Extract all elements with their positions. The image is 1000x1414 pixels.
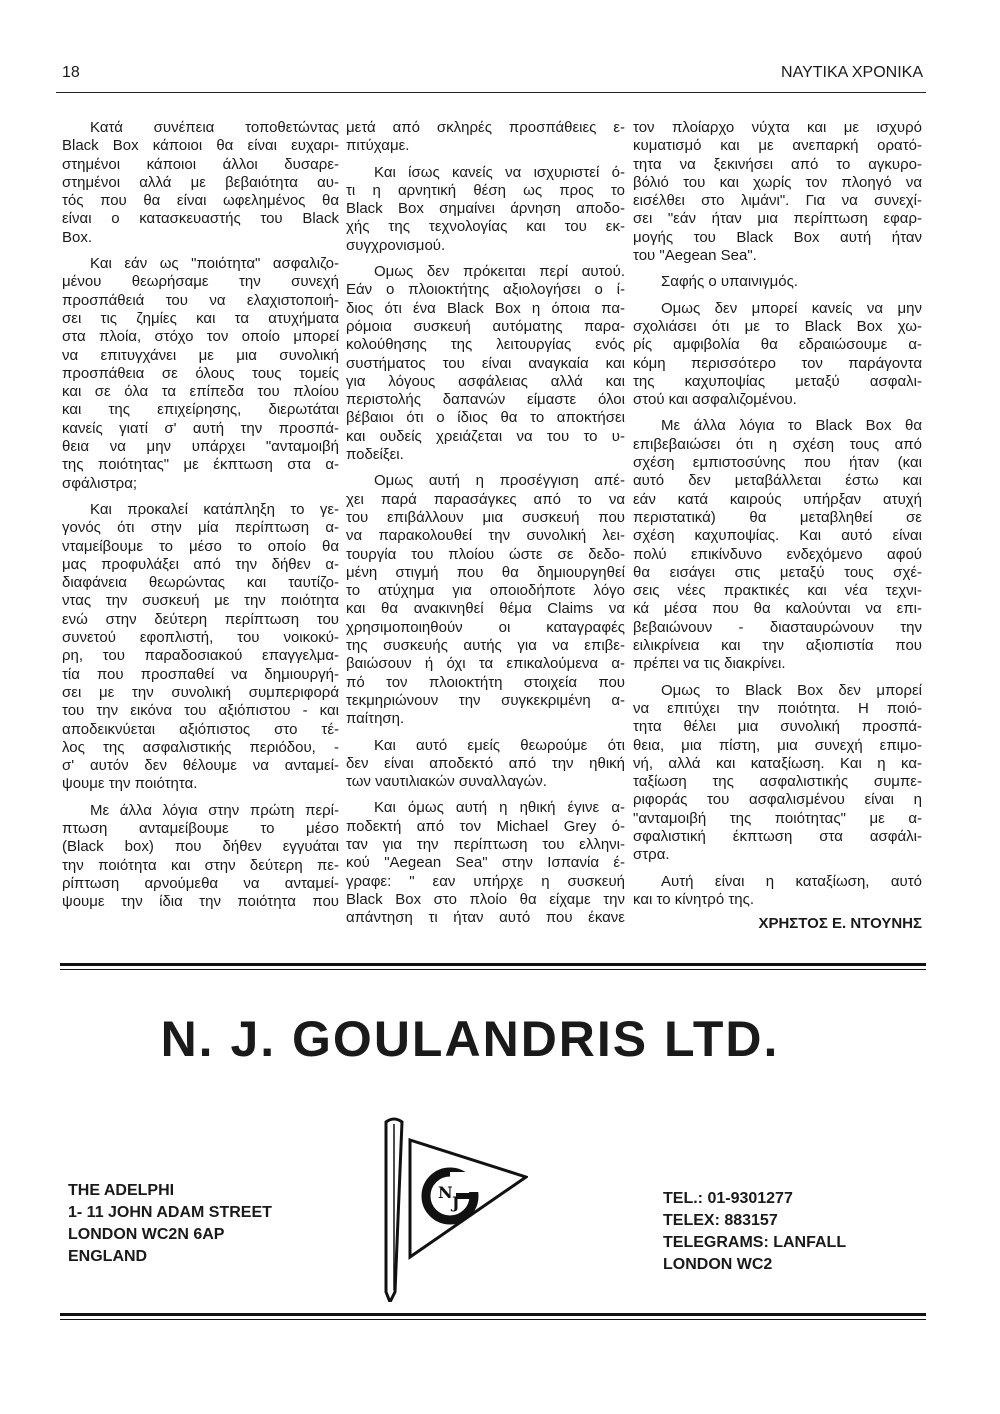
- text-line: χει παρά παρασάγκες από το να: [346, 490, 625, 508]
- paragraph: [346, 737, 625, 792]
- text-line: αυτό δεν μεταβάλλεται έστω και: [633, 472, 922, 490]
- text-line: την ποιότητα και στην δεύτερη πε-: [62, 856, 339, 874]
- paragraph: [633, 417, 922, 673]
- ad-address: [68, 1180, 272, 1268]
- text-line: σφαλιστική έκπτωση στα ασφάλι-: [633, 827, 922, 845]
- text-line: πτωση ανταμείβουμε το μέσο: [62, 819, 339, 837]
- text-line: χής της τεχνολογίας και του εκ-: [346, 218, 625, 236]
- text-line: στα πλοία, στόχο τον οποίο μπορεί: [62, 328, 339, 346]
- text-line: Ομως δεν πρόκειται περί αυτού.: [374, 263, 625, 281]
- paragraph: [346, 799, 625, 927]
- text-line: ντας την συσκευή με την ποιότητα: [62, 592, 339, 610]
- paragraph: [62, 119, 339, 247]
- svg-text:N: N: [438, 1183, 453, 1202]
- text-line: τητα θέλει μια συνολική προσπά-: [633, 718, 922, 736]
- text-line: χρησιμοποιηθούν οι καταγραφές: [346, 618, 625, 636]
- text-line: της ποιότητας" με έκπτωση στα α-: [62, 456, 339, 474]
- text-line: κολούθησης της λειτουργίας ενός: [346, 336, 625, 354]
- text-line: Σαφής ο υπαινιγμός.: [661, 273, 798, 291]
- article-column-1: [62, 119, 339, 919]
- text-line: συγχρονισμού.: [346, 236, 446, 254]
- header-rule: [56, 92, 926, 93]
- text-line: ρη, του παραδοσιακού επαγγελμα-: [62, 647, 339, 665]
- text-line: σφάλιστρα;: [62, 474, 138, 492]
- text-line: νταμείβουμε το μέσο το οποίο θα: [62, 537, 339, 555]
- svg-text:J: J: [452, 1193, 460, 1212]
- text-line: μας προφυλάξει από την δήθεν α-: [62, 555, 339, 573]
- text-line: Ομως το Black Box δεν μπορεί: [661, 681, 922, 699]
- text-line: Ομως δεν μπορεί κανείς να μην: [661, 299, 922, 317]
- text-line: αποδεικνύεται αξιόπιστος στο τέ-: [62, 720, 339, 738]
- text-line: κανείς γιατί σ' αυτή την προσπά-: [62, 419, 339, 437]
- text-line: Box.: [62, 228, 93, 246]
- text-line: εισέλθει στο λιμάνι". Για να συνεχί-: [633, 192, 922, 210]
- address-line: LONDON WC2N 6AP: [68, 1226, 225, 1243]
- article-column-2: [346, 119, 625, 935]
- text-line: προσπάθεια σε όλους τους τομείς: [62, 364, 339, 382]
- text-line: Με άλλα λόγια το Black Box θα: [661, 417, 922, 435]
- text-line: ρίπτωση αρνούμεθα να ανταμεί-: [62, 874, 339, 892]
- text-line: κόμη περισσότερο τον παράγοντα: [633, 354, 922, 372]
- text-line: ψουμε την ίδια την ποιότητα που: [62, 893, 339, 911]
- text-line: Εάν ο πλοιοκτήτης αξιολογήσει ο ί-: [346, 281, 625, 299]
- text-line: Ομως αυτή η προσέγγιση απέ-: [374, 472, 625, 490]
- text-line: σεις νέες πρακτικές και νέα τεχνι-: [633, 582, 922, 600]
- paragraph: [346, 472, 625, 728]
- text-line: στού και ασφαλιζομένου.: [633, 391, 797, 409]
- text-line: ριφοράς του ασφαλισμένου είναι η: [633, 791, 922, 809]
- text-line: Και όμως αυτή η ηθική έγινε α-: [374, 799, 625, 817]
- author-signature: ΧΡΗΣΤΟΣ Ε. ΝΤΟΥΝΗΣ: [758, 915, 922, 932]
- text-line: και θα ανακινηθεί θέμα Claims να: [346, 600, 625, 618]
- text-line: ρόμοια συσκευή αυτόματης παρα-: [346, 317, 625, 335]
- text-line: σει με την συνολική συμπεριφορά: [62, 683, 339, 701]
- contact-line: TELEX: 883157: [663, 1212, 778, 1229]
- paragraph: [62, 255, 339, 493]
- text-line: στημένοι κάποιοι άλλοι δυσαρε-: [62, 155, 339, 173]
- text-line: Με άλλα λόγια στην πρώτη περί-: [90, 801, 339, 819]
- text-line: και το κίνητρό της.: [633, 890, 755, 908]
- ad-company-name: N. J. GOULANDRIS LTD.: [160, 1011, 780, 1067]
- text-line: απάντηση τι ήταν αυτό που έκανε: [346, 909, 625, 927]
- text-line: ταν για την περίπτωση του ελληνι-: [346, 835, 625, 853]
- text-line: τία που προσπαθεί να δημιουργή-: [62, 665, 339, 683]
- text-line: σχέση εμπιστοσύνης που ήταν (και: [633, 454, 922, 472]
- text-line: ποδείξει.: [346, 446, 404, 464]
- text-line: ρίς αμφιβολία θα εδραιώσουμε α-: [633, 336, 922, 354]
- text-line: διαφάνεια θεωρώντας και ταυτίζο-: [62, 574, 339, 592]
- text-line: και της επιχείρησης, διερωτάται: [62, 401, 339, 419]
- text-line: μένη στιγμή που θα δημιουργηθεί: [346, 563, 625, 581]
- text-line: βεβαιώνουν - διασταυρώνουν την: [633, 618, 922, 636]
- contact-line: LONDON WC2: [663, 1256, 773, 1273]
- text-line: το ατύχημα για οποιοδήποτε λόγο: [346, 582, 625, 600]
- text-line: σει τις ζημίες και τα ατυχήματα: [62, 309, 339, 327]
- address-line: THE ADELPHI: [68, 1182, 175, 1199]
- ad-contact: [663, 1188, 846, 1276]
- text-line: Black Box κάποιοι θα είναι ευχαρι-: [62, 137, 339, 155]
- text-line: τουργία του πλοίου ώστε σε δεδο-: [346, 545, 625, 563]
- text-line: επιβεβαιώσει ότι η σχέση τους από: [633, 435, 922, 453]
- text-line: θα εισάγει στις μεταξύ τους σχέ-: [633, 563, 922, 581]
- ad-top-rule: [60, 963, 926, 970]
- ad-bottom-rule: [60, 1313, 926, 1320]
- text-line: ποδεκτή από τον Michael Grey ό-: [346, 817, 625, 835]
- text-line: ενώ στην δεύτερη περίπτωση του: [62, 610, 339, 628]
- text-line: κού "Aegean Sea" στην Ισπανία έ-: [346, 854, 625, 872]
- text-line: του επιβάλλουν μια συσκευή που: [346, 508, 625, 526]
- text-line: του την εικόνα του αξιόπιστου - και: [62, 702, 339, 720]
- text-line: να παρακολουθεί την συνολική λει-: [346, 527, 625, 545]
- article-column-3: [633, 119, 922, 917]
- text-line: (Black box) που δήθεν εγγυάται: [62, 838, 339, 856]
- text-line: βαιώσουν ή όχι τα επικαλούμενα α-: [346, 655, 625, 673]
- text-line: τεκμηριώνουν την συγκεκριμένη α-: [346, 691, 625, 709]
- text-line: Κατά συνέπεια τοποθετώντας: [90, 119, 339, 136]
- text-line: σει "εάν ήταν μια περίπτωση εφαρ-: [633, 210, 922, 228]
- text-line: εάν κατά καιρούς υπήρξαν ατυχή: [633, 490, 922, 508]
- text-line: μογής του Black Box αυτή ήταν: [633, 228, 922, 246]
- text-line: της συσκευής αυτής για να επιβε-: [346, 637, 625, 655]
- text-line: Black Box στο πλοίο θα είχαμε την: [346, 890, 625, 908]
- text-line: συνετού εφοπλιστή, του νοικοκύ-: [62, 629, 339, 647]
- text-line: συστήματος του είναι αναγκαία και: [346, 354, 625, 372]
- text-line: τητα να ξεκινήσει από το αγκυρο-: [633, 155, 922, 173]
- text-line: ταξίωση της ασφαλιστικής συμπε-: [633, 773, 922, 791]
- text-line: τός που θα είναι ωφελημένος θα: [62, 192, 339, 210]
- paragraph: [633, 300, 922, 410]
- text-line: Και αυτό εμείς θεωρούμε ότι: [374, 736, 625, 754]
- publication-title: ΝΑΥΤΙΚΑ ΧΡΟΝΙΚΑ: [781, 64, 923, 81]
- text-line: προσπάθειά του να ελαχιστοποιή-: [62, 291, 339, 309]
- page-number: 18: [62, 64, 80, 81]
- text-line: Και ίσως κανείς να ισχυριστεί ό-: [374, 163, 625, 181]
- text-line: στρα.: [633, 846, 670, 864]
- contact-line: TELEGRAMS: LANFALL: [663, 1234, 847, 1251]
- text-line: σ' αυτόν δεν θέλουμε να ανταμεί-: [62, 757, 339, 775]
- address-line: 1- 11 JOHN ADAM STREET: [68, 1204, 272, 1221]
- paragraph: [633, 682, 922, 865]
- text-line: νή, αλλά και καταξίωση. Και η κα-: [633, 754, 922, 772]
- paragraph: [62, 802, 339, 912]
- text-line: τον πλοίαρχο νύχτα και με ισχυρό: [633, 119, 922, 136]
- text-line: περιστολής δαπανών είμαστε όλοι: [346, 391, 625, 409]
- paragraph: [346, 119, 625, 156]
- text-line: γραφε: " εαν υπήρχε η συσκευή: [346, 872, 625, 890]
- text-line: για λόγους ασφάλειας αλλά και: [346, 372, 625, 390]
- text-line: να επιτυγχάνει με μια συνολική: [62, 346, 339, 364]
- paragraph: [633, 873, 922, 910]
- text-line: κά μέσα που θα καλούνται να επι-: [633, 600, 922, 618]
- paragraph: [346, 263, 625, 464]
- contact-line: TEL.: 01-9301277: [663, 1190, 793, 1207]
- text-line: Αυτή είναι η καταξίωση, αυτό: [661, 872, 922, 890]
- address-line: ENGLAND: [68, 1248, 148, 1265]
- text-line: βέβαιοι ότι ο ίδιος θα το αποκτήσει: [346, 409, 625, 427]
- text-line: παίτηση.: [346, 710, 405, 728]
- text-line: πό τον πλοιοκτήτη στοιχεία που: [346, 673, 625, 691]
- paragraph: [633, 273, 922, 291]
- text-line: ψουμε την ποιότητα.: [62, 775, 198, 793]
- text-line: κυματισμό και με ανεπαρκή ορατό-: [633, 137, 922, 155]
- text-line: πρέπει να τις διακρίνει.: [633, 655, 786, 673]
- text-line: βόλιό του και χωρίς τον πλοηγό να: [633, 173, 922, 191]
- text-line: πολύ επικίνδυνο ενδεχόμενο αφού: [633, 545, 922, 563]
- text-line: να επιτύχει την ποιότητα. Η ποιό-: [633, 699, 922, 717]
- text-line: Και εάν ως "ποιότητα" ασφαλιζο-: [90, 255, 339, 273]
- pennant-logo-icon: [368, 1112, 528, 1302]
- text-line: είναι ο κατασκευαστής του Black: [62, 210, 339, 228]
- text-line: μένου θεωρήσαμε την συνεχή: [62, 273, 339, 291]
- text-line: και ουδείς χρειάζεται να του το υ-: [346, 427, 625, 445]
- text-line: των ναυτιλιακών συναλλαγών.: [346, 773, 547, 791]
- text-line: γονός ότι στην μία περίπτωση α-: [62, 519, 339, 537]
- text-line: ειλικρίνεια και την αξιοπιστία που: [633, 637, 922, 655]
- text-line: μετά από σκληρές προσπάθειες ε-: [346, 119, 625, 136]
- text-line: λος της ασφαλιστικής περιόδου, -: [62, 738, 339, 756]
- text-line: τι η αρνητική θέση ως προς το: [346, 181, 625, 199]
- text-line: περιστατικά) θα μεταβληθεί σε: [633, 508, 922, 526]
- text-line: διος ότι ένα Black Box η όποια πα-: [346, 299, 625, 317]
- text-line: Και προκαλεί κατάπληξη το γε-: [90, 500, 339, 518]
- text-line: σχέση καχυποψίας. Και αυτό είναι: [633, 527, 922, 545]
- text-line: στημένοι αλλά με βεβαιότητα αυ-: [62, 173, 339, 191]
- text-line: του "Aegean Sea".: [633, 247, 757, 265]
- text-line: Black Box σημαίνει άρνηση αποδο-: [346, 200, 625, 218]
- text-line: δεν είναι αποδεκτό από την ηθική: [346, 754, 625, 772]
- text-line: "ανταμοιβή της ποιότητας" με α-: [633, 809, 922, 827]
- text-line: θεια, μια πίστη, μια συνεχή επιμο-: [633, 736, 922, 754]
- paragraph: [633, 119, 922, 265]
- text-line: της καχυποψίας μεταξύ ασφαλι-: [633, 372, 922, 390]
- text-line: θεια να μην υπάρχει "ανταμοιβή: [62, 438, 339, 456]
- paragraph: [346, 164, 625, 255]
- text-line: πιτύχαμε.: [346, 137, 410, 155]
- text-line: και σε όλα τα επίπεδα του πλοίου: [62, 383, 339, 401]
- paragraph: [62, 501, 339, 794]
- text-line: σχολιάσει ότι με το Black Box χω-: [633, 317, 922, 335]
